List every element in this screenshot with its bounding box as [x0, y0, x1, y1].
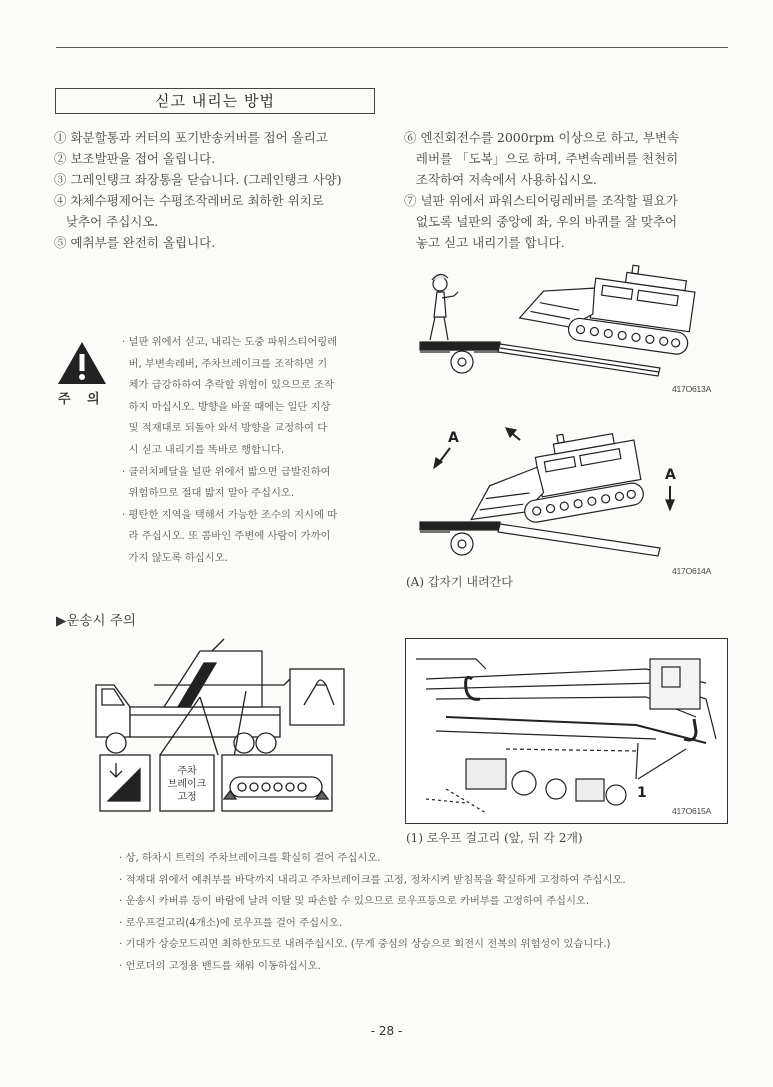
brake-label [160, 765, 214, 804]
brake-label-line: 주차 [177, 766, 197, 777]
page-title: 싣고 내리는 방법 [55, 88, 375, 114]
figure-code: 417O614A [672, 566, 712, 576]
step-item: ⑤ 예취부를 완전히 올립니다. [54, 235, 216, 250]
callout-number: 1 [637, 785, 647, 801]
step-item: ③ 그레인탱크 좌장통을 닫습니다. (그레인탱크 사양) [54, 172, 342, 187]
step-item: 낮추어 주십시오. [54, 214, 159, 229]
caution-line: 위험하므로 절대 밟지 말아 주십시오. [122, 487, 295, 500]
loading-illustration [420, 262, 720, 392]
tipping-illustration [420, 420, 720, 565]
caution-line: 하지 마십시오. 방향을 바꿀 때에는 일단 지상 [122, 400, 331, 413]
step-item: ⑥ 엔진회전수를 2000rpm 이상으로 하고, 부변속 [404, 130, 680, 145]
caution-line: 가지 않도록 하십시오. [122, 551, 228, 564]
figure-code: 417O615A [672, 806, 712, 816]
transport-bullets [119, 848, 719, 978]
arrow-label-a: A [448, 430, 459, 446]
transport-truck-illustration [94, 645, 356, 820]
caution-line: 체가 급강하하여 추락할 위험이 있으므로 조작 [122, 379, 334, 392]
caution-line: 및 적재대로 되돌아 와서 방향을 교정하여 다 [122, 422, 328, 435]
caution-line: · 평탄한 지역을 택해서 가능한 조수의 지시에 따 [122, 508, 338, 521]
step-item: 없도록 널판의 중앙에 좌, 우의 바퀴를 잘 맞추어 [404, 214, 678, 229]
caution-line: · 널판 위에서 싣고, 내리는 도중 파워스티어링레 [122, 336, 338, 348]
caution-text [122, 332, 362, 570]
caution-label: 주 의 [58, 392, 106, 407]
warning-triangle-icon [56, 340, 108, 386]
step-item: 놓고 싣고 내리기를 합니다. [404, 235, 565, 250]
top-rule [56, 47, 728, 48]
page-number: - 28 - [370, 1024, 403, 1038]
brake-label-line: 고정 [177, 792, 197, 803]
step-item: ② 보조발판을 접어 올립니다. [54, 151, 216, 166]
step-item: ④ 차체수평제어는 수평조작레버로 최하한 위치로 [54, 193, 324, 208]
brake-label-line: 브레이크 [167, 779, 207, 790]
figure-caption: (1) 로우프 걸고리 (앞, 뒤 각 2개) [406, 831, 583, 845]
step-item: 조작하여 저속에서 사용하십시오. [404, 172, 597, 187]
rope-hook-illustration [406, 639, 727, 823]
bullet-item: · 상, 하차시 트럭의 주차브레이크를 확실히 걸어 주십시오. [119, 852, 381, 864]
step-item: ① 화분할통과 커터의 포기반송커버를 접어 올리고 [54, 130, 328, 145]
step-item: ⑦ 널판 위에서 파워스티어링레버를 조작할 필요가 [404, 193, 678, 208]
steps-left [54, 127, 384, 253]
caution-line: 시 싣고 내리기를 똑바로 행합니다. [122, 443, 285, 456]
caution-line: 라 주십시오. 또 콤바인 주변에 사람이 가까이 [122, 530, 331, 543]
steps-right [404, 127, 734, 253]
caution-line: 버, 부변속레버, 주차브레이크를 조작하면 기 [122, 357, 328, 370]
arrow-label-a: A [665, 467, 676, 483]
caution-line: · 클러치페달을 널판 위에서 밟으면 급발진하여 [122, 465, 331, 478]
bullet-item: · 언로더의 고정용 밴드를 채워 이동하십시오. [119, 959, 321, 972]
bullet-item: · 로우프걸고리(4개소)에 로우프를 걸어 주십시오. [119, 916, 343, 929]
figure-caption: (A) 갑자기 내려간다 [406, 575, 513, 589]
section-heading: ▶운송시 주의 [56, 613, 136, 629]
step-item: 레버를 「도복」으로 하며, 주변속레버를 천천히 [404, 151, 679, 166]
bullet-item: · 적재대 위에서 예취부를 바닥까지 내리고 주차브레이크를 고정, 정차시켜 받침목을 확실하게 고정하여 주십시오. [119, 873, 626, 886]
bullet-item: · 운송시 카버류 등이 바람에 날려 이탈 및 파손할 수 있으므로 로우프등으로 카버부를 고정하여 주십시오. [119, 895, 590, 908]
bullet-item: · 기대가 상승모드리면 최하한모드로 내려주십시오. (무게 중심의 상승으로 회전시 전복의 위험성이 있습니다.) [119, 938, 611, 951]
figure-code: 417O613A [672, 384, 712, 394]
